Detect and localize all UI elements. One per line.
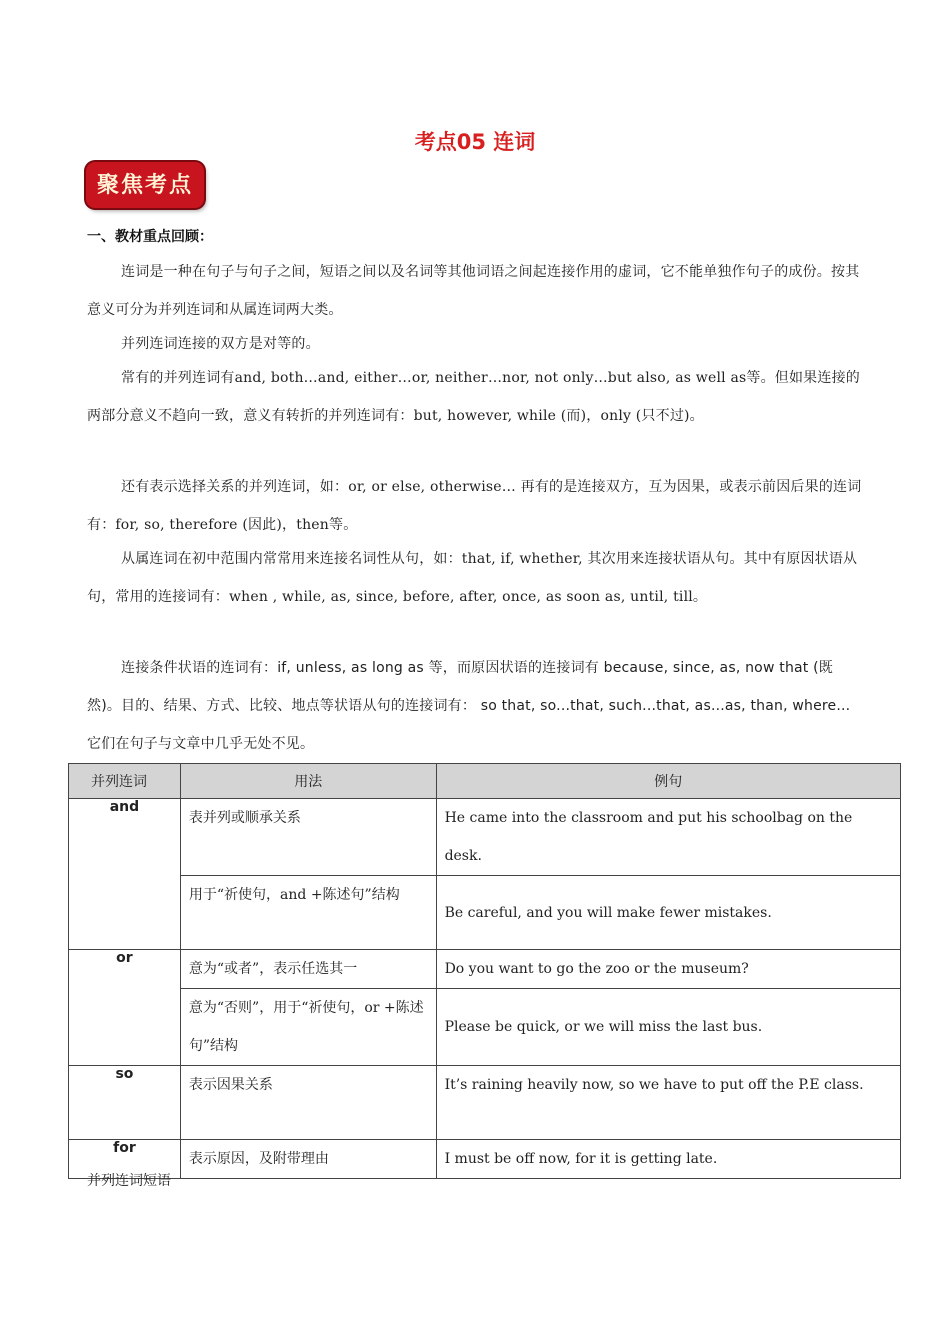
header-usage: 用法 [180, 764, 436, 799]
example-cell: He came into the classroom and put his schoolbag on the desk. [436, 799, 900, 876]
table-row [69, 799, 901, 876]
section-heading: 一、教材重点回顾： [87, 229, 213, 245]
paragraph-condition: 连接条件状语的连词有：if, unless, as long as 等，而原因状语的连接词有 because, since, as, now that (既然)。目的、结果、方式、比较、地点等状语从句的连接词有： so that, so...that, such...that, as...as, than, where... 它们在句子与文章中几乎无处不见。 [87, 660, 851, 752]
table-row [69, 950, 901, 989]
paragraph-definition: 连词是一种在句子与句子之间，短语之间以及名词等其他词语之间起连接作用的虚词，它不能单独作句子的成份。按其意义可分为并列连词和从属连词两大类。 [87, 264, 860, 318]
table-header-row [69, 764, 901, 799]
usage-cell: 意为“否则”，用于“祈使句，or +陈述句”结构 [180, 989, 436, 1066]
usage-cell: 意为“或者”，表示任选其一 [180, 950, 436, 989]
table-row [69, 989, 901, 1066]
word-cell: so [69, 1066, 181, 1140]
word-cell: or [69, 950, 181, 1066]
example-cell: Please be quick, or we will miss the last bus. [436, 989, 900, 1066]
example-cell: I must be off now, for it is getting late. [436, 1140, 900, 1179]
paragraph-choice-cause: 还有表示选择关系的并列连词，如：or, or else, otherwise… 再有的是连接双方，互为因果，或表示前因后果的连词有：for, so, therefore (因此)，then等。 [87, 479, 862, 533]
paragraph-subordinate: 从属连词在初中范围内常常用来连接名词性从句，如：that, if, whether, 其次用来连接状语从句。其中有原因状语从句，常用的连接词有：when , while, as, since, before, after, once, as soon as, until, till。 [87, 551, 858, 605]
paragraph-coordinate-intro: 并列连词连接的双方是对等的。 [121, 336, 320, 352]
header-conjunction: 并列连词 [69, 764, 181, 799]
usage-cell: 表示原因，及附带理由 [180, 1140, 436, 1179]
table-row [69, 1140, 901, 1179]
usage-cell: 用于“祈使句，and +陈述句”结构 [180, 876, 436, 950]
usage-cell: 表示因果关系 [180, 1066, 436, 1140]
paragraph-coordinate-list: 常有的并列连词有and, both…and, either…or, neither…nor, not only…but also, as well as等。但如果连接的两部分意义不趋向一致，意义有转折的并列连词有：but, however, while (而)，only (只不过)。 [87, 370, 860, 424]
example-cell: Do you want to go the zoo or the museum? [436, 950, 900, 989]
example-cell: It’s raining heavily now, so we have to put off the P.E class. [436, 1066, 900, 1140]
word-cell: and [69, 799, 181, 950]
conjunction-table [68, 763, 901, 1179]
table-row [69, 1066, 901, 1140]
word-cell: for [69, 1140, 181, 1179]
example-cell: Be careful, and you will make fewer mistakes. [436, 876, 900, 950]
header-example: 例句 [436, 764, 900, 799]
usage-cell: 表并列或顺承关系 [180, 799, 436, 876]
table-row [69, 876, 901, 950]
page-title: 考点05 连词 [414, 130, 536, 154]
focus-badge: 聚焦考点 [86, 162, 204, 208]
section-footnote: 并列连词短语 [87, 1173, 171, 1189]
